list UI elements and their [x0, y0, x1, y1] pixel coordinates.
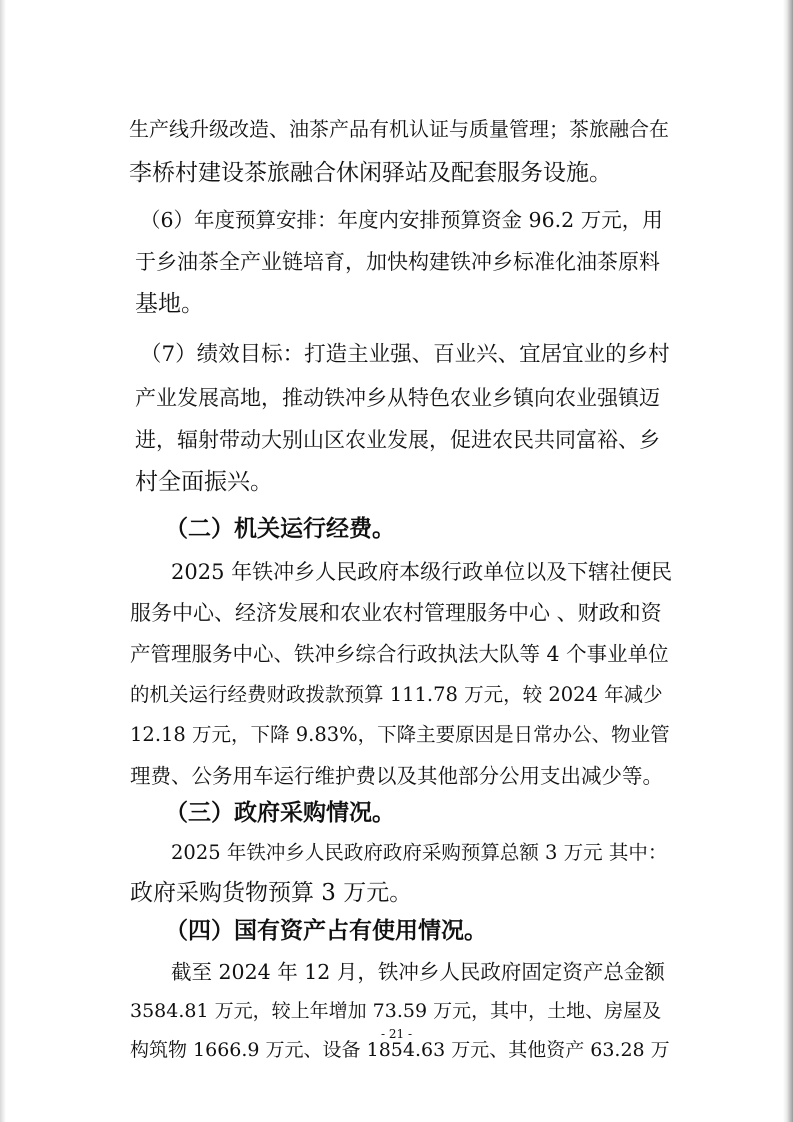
- body-line: （7）绩效目标：打造主业强、百业兴、宜居宜业的乡村: [140, 342, 670, 367]
- body-line: 服务中心、经济发展和农业农村管理服务中心 、财政和资: [130, 601, 662, 625]
- body-line: 进，辐射带动大别山区农业发展，促进农民共同富裕、乡: [135, 428, 660, 452]
- body-line: 村全面振兴。: [135, 469, 273, 495]
- section-heading: （四）国有资产占有使用情况。: [165, 917, 487, 944]
- body-line: （6）年度预算安排：年度内安排预算资金 96.2 万元，用: [140, 208, 663, 232]
- body-line: 产管理服务中心、铁冲乡综合行政执法大队等 4 个事业单位: [130, 642, 669, 666]
- page-number: - 21 -: [380, 1027, 412, 1041]
- scan-edge-left: [0, 0, 6, 1122]
- body-line: 生产线升级改造、油茶产品有机认证与质量管理；茶旅融合在: [129, 117, 669, 141]
- body-line: 截至 2024 年 12 月，铁冲乡人民政府固定资产总金额: [171, 960, 665, 984]
- scan-edge-right: [783, 0, 793, 1122]
- section-heading: （二）机关运行经费。: [165, 515, 395, 542]
- body-line: 产业发展高地，推动铁冲乡从特色农业乡镇向农业强镇迈: [135, 386, 660, 410]
- body-line: 的机关运行经费财政拨款预算 111.78 万元，较 2024 年减少: [130, 683, 663, 706]
- body-line: 于乡油茶全产业链培育，加快构建铁冲乡标准化油茶原料: [135, 250, 660, 274]
- section-heading: （三）政府采购情况。: [165, 799, 395, 826]
- body-line: 理费、公务用车运行维护费以及其他部分公用支出减少等。: [130, 764, 663, 788]
- body-line: 基地。: [135, 291, 204, 317]
- body-line: 李桥村建设茶旅融合休闲驿站及配套服务设施。: [129, 160, 612, 186]
- body-line: 2025 年铁冲乡人民政府政府采购预算总额 3 万元 其中：: [171, 841, 668, 864]
- body-line: 2025 年铁冲乡人民政府本级行政单位以及下辖社便民: [171, 560, 673, 584]
- body-line: 12.18 万元，下降 9.83%，下降主要原因是日常办公、物业管: [130, 723, 670, 746]
- body-line: 政府采购货物预算 3 万元。: [130, 880, 413, 906]
- body-line: 3584.81 万元，较上年增加 73.59 万元，其中，土地、房屋及: [130, 1000, 662, 1022]
- body-line: 构筑物 1666.9 万元、设备 1854.63 万元、其他资产 63.28 万: [130, 1039, 670, 1061]
